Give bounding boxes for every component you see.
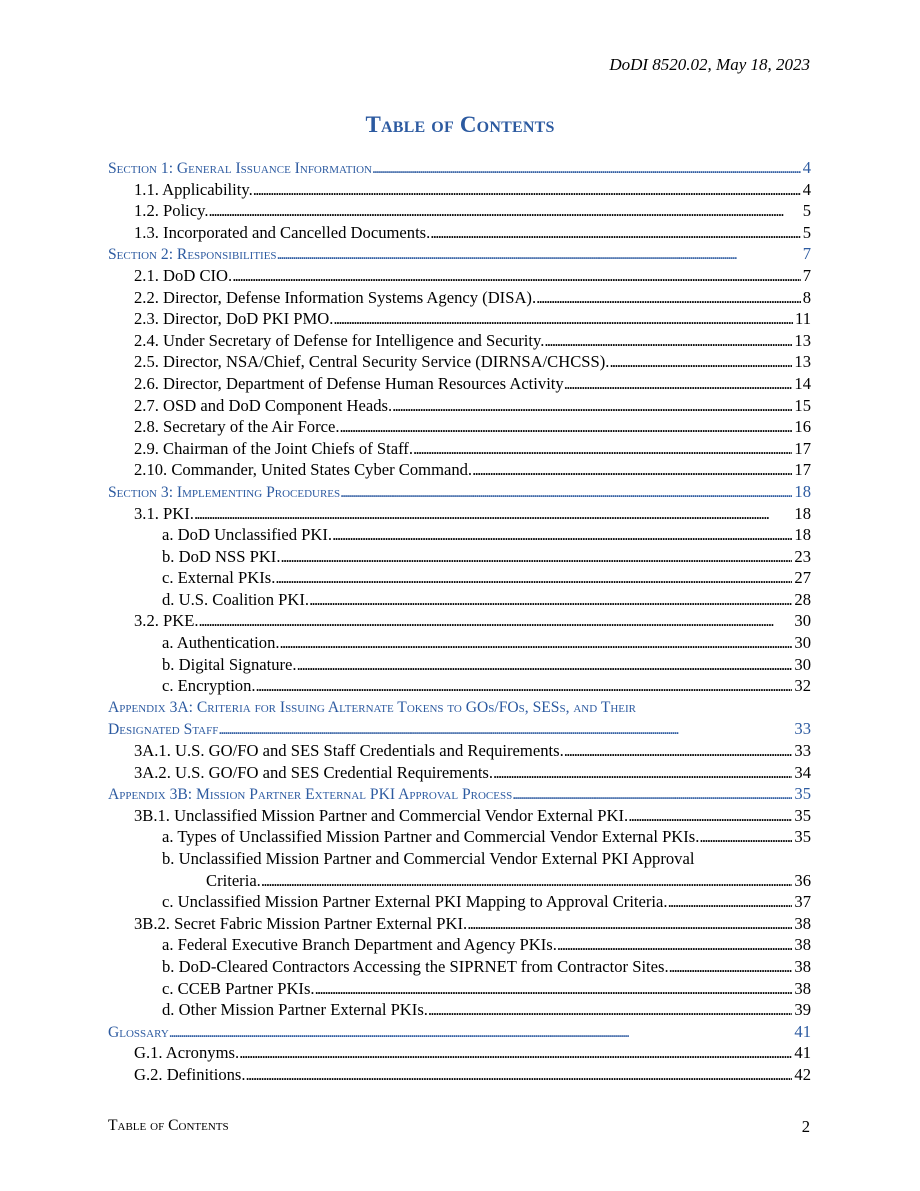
dot-leader xyxy=(340,416,793,438)
table-of-contents xyxy=(108,157,811,1086)
toc-entry-text: a. Federal Executive Branch Department and Agency PKIs. xyxy=(162,935,557,955)
dot-leader xyxy=(333,308,793,330)
document-reference-header: DoDI 8520.02, May 18, 2023 xyxy=(609,55,810,74)
toc-page-number: 16 xyxy=(794,417,811,437)
toc-entry-text: d. Other Mission Partner External PKIs. xyxy=(162,1000,428,1020)
toc-page-number: 38 xyxy=(794,935,811,955)
toc-page-number: 18 xyxy=(794,525,811,545)
toc-entry-text: 2.1. DoD CIO. xyxy=(134,265,233,285)
toc-entry[interactable] xyxy=(108,416,811,438)
toc-entry[interactable] xyxy=(108,157,811,179)
dot-leader xyxy=(430,222,800,244)
toc-page-number: 13 xyxy=(794,352,811,372)
toc-entry-text: c. Unclassified Mission Partner External PKI Mapping to Approval Criteria. xyxy=(162,892,668,912)
toc-entry-text: d. U.S. Coalition PKI. xyxy=(162,589,310,609)
toc-entry-text: 1.3. Incorporated and Cancelled Documents. xyxy=(134,222,431,242)
toc-page-number: 18 xyxy=(794,503,811,523)
toc-page-number: 37 xyxy=(794,892,811,912)
footer-section-label: Table of Contents xyxy=(108,1117,229,1134)
toc-entry[interactable] xyxy=(108,934,811,956)
toc-entry[interactable] xyxy=(108,978,811,1000)
toc-entry[interactable] xyxy=(108,503,811,525)
dot-leader xyxy=(668,891,793,913)
toc-entry-text: c. Encryption. xyxy=(162,676,256,696)
toc-page-number: 15 xyxy=(794,395,811,415)
toc-entry[interactable] xyxy=(108,1021,811,1043)
toc-entry-text-line1: Appendix 3A: Criteria for Issuing Alternate Tokens to GOs/FOs, SESs, and Their xyxy=(108,698,637,716)
toc-entry[interactable] xyxy=(108,1042,811,1064)
toc-entry-text: Appendix 3B: Mission Partner External PKI Approval Process xyxy=(108,786,513,804)
dot-leader xyxy=(277,244,801,266)
toc-entry[interactable] xyxy=(108,200,811,222)
dot-leader xyxy=(209,200,801,222)
dot-leader xyxy=(699,826,792,848)
toc-entry[interactable] xyxy=(108,826,811,848)
toc-entry-text: a. Authentication. xyxy=(162,633,280,653)
toc-entry-text: a. DoD Unclassified PKI. xyxy=(162,525,333,545)
toc-page-number: 30 xyxy=(794,633,811,653)
dot-leader xyxy=(315,978,793,1000)
toc-page-number: 5 xyxy=(802,201,811,221)
toc-entry-text: 3B.1. Unclassified Mission Partner and Commercial Vendor External PKI. xyxy=(134,805,629,825)
dot-leader xyxy=(280,546,792,568)
toc-page-number: 5 xyxy=(802,222,811,242)
toc-entry[interactable] xyxy=(108,373,811,395)
toc-page-number: 30 xyxy=(794,654,811,674)
toc-entry-text: 2.7. OSD and DoD Component Heads. xyxy=(134,395,393,415)
toc-entry[interactable] xyxy=(108,891,811,913)
toc-entry[interactable] xyxy=(108,783,811,805)
toc-page-number: 35 xyxy=(794,827,811,847)
toc-entry-text: 2.6. Director, Department of Defense Human Resources Activity xyxy=(134,373,564,393)
toc-entry-text: 3A.2. U.S. GO/FO and SES Credential Requirements. xyxy=(134,762,494,782)
toc-page-number: 41 xyxy=(794,1043,811,1063)
dot-leader xyxy=(246,1064,793,1086)
toc-entry[interactable] xyxy=(108,675,811,697)
toc-page-number: 28 xyxy=(794,589,811,609)
toc-entry[interactable] xyxy=(108,265,811,287)
toc-entry[interactable] xyxy=(108,589,811,611)
toc-entry[interactable] xyxy=(108,179,811,201)
toc-entry-text: 3.1. PKI. xyxy=(134,503,194,523)
toc-entry[interactable] xyxy=(108,222,811,244)
toc-entry-text: Section 1: General Issuance Information xyxy=(108,160,372,177)
toc-page-number: 14 xyxy=(794,373,811,393)
dot-leader xyxy=(512,784,792,806)
footer-page-number: 2 xyxy=(801,1117,810,1136)
toc-entry[interactable] xyxy=(108,243,811,265)
toc-entry-text-line1: b. Unclassified Mission Partner and Commercial Vendor External PKI Approval xyxy=(162,849,695,868)
dot-leader xyxy=(669,956,793,978)
toc-page-number: 27 xyxy=(794,568,811,588)
toc-page-number: 33 xyxy=(794,719,811,739)
toc-entry[interactable] xyxy=(108,438,811,460)
toc-page-number: 18 xyxy=(794,481,811,501)
toc-entry[interactable] xyxy=(108,805,811,827)
toc-entry[interactable] xyxy=(108,351,811,373)
toc-entry-text: Section 3: Implementing Procedures xyxy=(108,483,341,501)
dot-leader xyxy=(467,913,792,935)
toc-entry[interactable] xyxy=(108,762,811,784)
dot-leader xyxy=(372,158,801,180)
toc-entry[interactable] xyxy=(108,308,811,330)
toc-entry[interactable] xyxy=(108,524,811,546)
dot-leader xyxy=(169,1022,793,1044)
toc-entry-text: G.1. Acronyms. xyxy=(134,1043,240,1063)
toc-entry[interactable] xyxy=(108,546,811,568)
page-title: Table of Contents xyxy=(365,112,555,137)
toc-entry-text: Section 2: Responsibilities xyxy=(108,246,277,264)
dot-leader xyxy=(428,999,792,1021)
toc-entry[interactable] xyxy=(108,287,811,309)
toc-entry[interactable] xyxy=(108,956,811,978)
toc-entry[interactable] xyxy=(108,870,811,892)
toc-entry[interactable] xyxy=(108,610,811,632)
toc-entry-text: 2.10. Commander, United States Cyber Command. xyxy=(134,460,473,480)
toc-entry-text: G.2. Definitions. xyxy=(134,1064,246,1084)
toc-entry-text: Criteria. xyxy=(206,870,261,890)
dot-leader xyxy=(232,265,801,287)
toc-entry-multiline[interactable] xyxy=(108,848,811,891)
dot-leader xyxy=(413,438,792,460)
toc-page-number: 38 xyxy=(794,913,811,933)
toc-page-number: 35 xyxy=(794,805,811,825)
toc-page-number: 32 xyxy=(794,676,811,696)
dot-leader xyxy=(472,459,792,481)
toc-entry[interactable] xyxy=(108,913,811,935)
toc-page-number: 39 xyxy=(794,1000,811,1020)
toc-entry[interactable] xyxy=(108,654,811,676)
toc-entry[interactable] xyxy=(108,1064,811,1086)
dot-leader xyxy=(564,373,793,395)
toc-entry-text: 1.2. Policy. xyxy=(134,201,209,221)
toc-entry[interactable] xyxy=(108,740,811,762)
toc-page-number: 33 xyxy=(794,741,811,761)
dot-leader xyxy=(218,719,792,741)
dot-leader xyxy=(340,482,792,504)
toc-entry-text: 2.5. Director, NSA/Chief, Central Security Service (DIRNSA/CHCSS). xyxy=(134,352,610,372)
dot-leader xyxy=(261,870,793,892)
dot-leader xyxy=(280,632,793,654)
toc-page-number: 42 xyxy=(794,1064,811,1084)
dot-leader xyxy=(628,805,792,827)
toc-entry-text: 3B.2. Secret Fabric Mission Partner External PKI. xyxy=(134,913,468,933)
toc-page-number: 11 xyxy=(795,309,811,329)
dot-leader xyxy=(239,1042,792,1064)
toc-entry-text: a. Types of Unclassified Mission Partner and Commercial Vendor External PKIs. xyxy=(162,827,700,847)
toc-page-number: 38 xyxy=(794,978,811,998)
toc-entry[interactable] xyxy=(108,632,811,654)
toc-entry[interactable] xyxy=(108,718,811,740)
toc-page-number: 35 xyxy=(794,784,811,804)
toc-entry[interactable] xyxy=(108,999,811,1021)
toc-entry-text: b. DoD-Cleared Contractors Accessing the SIPRNET from Contractor Sites. xyxy=(162,956,669,976)
toc-page-number: 17 xyxy=(794,460,811,480)
toc-entry-text: Glossary xyxy=(108,1023,169,1041)
toc-entry-text: Designated Staff xyxy=(108,721,219,739)
toc-entry-text: 2.3. Director, DoD PKI PMO. xyxy=(134,309,334,329)
toc-page-number: 30 xyxy=(794,611,811,631)
dot-leader xyxy=(564,740,793,762)
dot-leader xyxy=(332,524,792,546)
toc-entry-text: 2.2. Director, Defense Information Systems Agency (DISA). xyxy=(134,287,537,307)
dot-leader xyxy=(493,762,792,784)
toc-page-number: 38 xyxy=(794,956,811,976)
toc-entry-text: b. Digital Signature. xyxy=(162,654,297,674)
toc-entry-text: 2.4. Under Secretary of Defense for Intelligence and Security. xyxy=(134,330,545,350)
toc-page-number: 23 xyxy=(794,546,811,566)
toc-page-number: 41 xyxy=(794,1021,811,1041)
toc-entry-multiline[interactable] xyxy=(108,697,811,740)
toc-entry[interactable] xyxy=(108,459,811,481)
dot-leader xyxy=(392,395,792,417)
toc-page-number: 36 xyxy=(794,870,811,890)
dot-leader xyxy=(199,610,793,632)
toc-entry-text: 2.9. Chairman of the Joint Chiefs of Staff. xyxy=(134,438,413,458)
toc-entry[interactable] xyxy=(108,481,811,503)
toc-page-number: 7 xyxy=(802,244,811,264)
toc-entry-text: c. CCEB Partner PKIs. xyxy=(162,978,315,998)
dot-leader xyxy=(194,503,792,525)
toc-entry-text: 2.8. Secretary of the Air Force. xyxy=(134,417,340,437)
toc-page-number: 7 xyxy=(802,265,811,285)
dot-leader xyxy=(297,654,793,676)
toc-page-number: 4 xyxy=(802,158,811,177)
dot-leader xyxy=(309,589,792,611)
toc-page-number: 17 xyxy=(794,438,811,458)
dot-leader xyxy=(544,330,792,352)
toc-page-number: 8 xyxy=(802,287,811,307)
toc-entry-text: b. DoD NSS PKI. xyxy=(162,546,281,566)
dot-leader xyxy=(557,934,793,956)
toc-page-number: 34 xyxy=(794,762,811,782)
toc-entry-text: c. External PKIs. xyxy=(162,568,276,588)
dot-leader xyxy=(256,675,793,697)
toc-entry[interactable] xyxy=(108,330,811,352)
dot-leader xyxy=(609,351,792,373)
toc-entry-text: 3A.1. U.S. GO/FO and SES Staff Credentials and Requirements. xyxy=(134,741,564,761)
toc-entry-text: 1.1. Applicability. xyxy=(134,179,253,199)
dot-leader xyxy=(253,179,801,201)
toc-entry[interactable] xyxy=(108,395,811,417)
toc-page-number: 13 xyxy=(794,330,811,350)
toc-page-number: 4 xyxy=(802,179,811,199)
toc-entry[interactable] xyxy=(108,567,811,589)
dot-leader xyxy=(275,567,792,589)
toc-entry-text: 3.2. PKE. xyxy=(134,611,199,631)
dot-leader xyxy=(536,287,801,309)
